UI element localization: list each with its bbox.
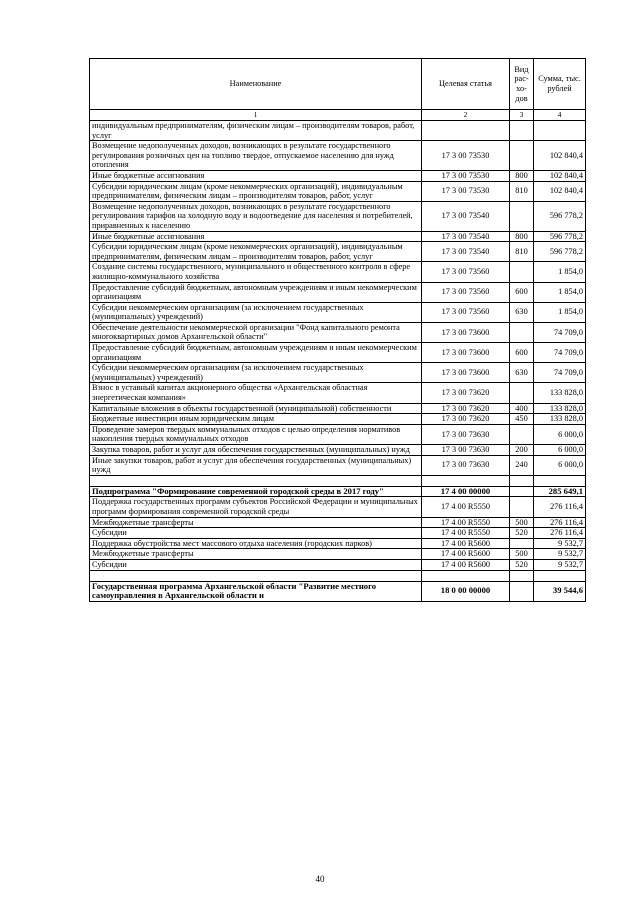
row-sum: 596 778,2 [534, 231, 586, 242]
row-kind: 500 [510, 517, 534, 528]
row-sum: 276 116,4 [534, 497, 586, 517]
row-name: Иные бюджетные ассигнования [90, 231, 422, 242]
row-code: 18 0 00 00000 [422, 581, 510, 601]
row-sum: 39 544,6 [534, 581, 586, 601]
table-row [90, 201, 586, 231]
row-code: 17 3 00 73600 [422, 343, 510, 363]
row-code: 17 3 00 73630 [422, 455, 510, 475]
row-name: Государственная программа Архангельской области "Развитие местного самоуправления в Архангельской области и [90, 581, 422, 601]
row-name: Субсидии юридическим лицам (кроме некоммерческих организаций), индивидуальным предпринимателям, физическим лицам – производителям товаров, работ, услуг [90, 181, 422, 201]
column-number-row [90, 110, 586, 121]
row-name: Субсидии [90, 528, 422, 539]
row-sum: 1 854,0 [534, 302, 586, 322]
row-kind: 200 [510, 445, 534, 456]
row-kind [510, 486, 534, 497]
row-kind: 520 [510, 528, 534, 539]
row-name: Подпрограмма "Формирование современной городской среды в 2017 году" [90, 486, 422, 497]
row-sum: 596 778,2 [534, 201, 586, 231]
row-kind: 450 [510, 414, 534, 425]
table-row [90, 170, 586, 181]
row-kind [510, 581, 534, 601]
table-row [90, 121, 586, 141]
row-code: 17 3 00 73630 [422, 445, 510, 456]
row-kind [510, 497, 534, 517]
row-sum: 74 709,0 [534, 363, 586, 383]
row-sum: 133 828,0 [534, 403, 586, 414]
row-code: 17 4 00 R5550 [422, 528, 510, 539]
table-row [90, 343, 586, 363]
row-kind [510, 322, 534, 342]
row-code: 17 4 00 R5600 [422, 559, 510, 570]
row-sum: 596 778,2 [534, 242, 586, 262]
row-kind [510, 538, 534, 549]
row-kind: 630 [510, 302, 534, 322]
table-row [90, 424, 586, 444]
row-sum: 276 116,4 [534, 517, 586, 528]
row-name: Иные бюджетные ассигнования [90, 170, 422, 181]
table-row [90, 549, 586, 560]
row-name: Предоставление субсидий бюджетным, автономным учреждениям и иным некоммерческим организациям [90, 343, 422, 363]
row-name: Возмещение недополученных доходов, возникающих в результате государственного регулирования тарифов на холодную воду и водоотведение для населения и потребителей, приравненных к населению [90, 201, 422, 231]
row-name: Проведение замеров твердых коммунальных отходов с целью определения нормативов накопления твердых коммунальных отходов [90, 424, 422, 444]
row-kind: 810 [510, 242, 534, 262]
row-kind [510, 424, 534, 444]
table-row [90, 231, 586, 242]
row-sum: 285 649,1 [534, 486, 586, 497]
table-row [90, 262, 586, 282]
table-row-blank [90, 475, 586, 486]
table-row [90, 282, 586, 302]
row-name: Межбюджетные трансферты [90, 517, 422, 528]
table-row [90, 242, 586, 262]
table-row [90, 538, 586, 549]
row-name: индивидуальным предпринимателям, физическим лицам – производителям товаров, работ, услуг [90, 121, 422, 141]
column-number: 4 [534, 110, 586, 121]
row-name: Поддержка государственных программ субъектов Российской Федерации и муниципальных программ формирования современной городской среды [90, 497, 422, 517]
table-row [90, 181, 586, 201]
row-code: 17 3 00 73620 [422, 414, 510, 425]
row-sum [534, 475, 586, 486]
row-name: Субсидии [90, 559, 422, 570]
row-sum: 6 000,0 [534, 455, 586, 475]
row-kind [510, 201, 534, 231]
row-sum: 102 840,4 [534, 181, 586, 201]
row-name: Иные закупки товаров, работ и услуг для обеспечения государственных (муниципальных) нужд [90, 455, 422, 475]
budget-table-page [89, 58, 585, 602]
row-name: Субсидии некоммерческим организациям (за исключением государственных (муниципальных) учреждений) [90, 363, 422, 383]
table-row [90, 497, 586, 517]
row-sum: 6 000,0 [534, 445, 586, 456]
row-name: Субсидии некоммерческим организациям (за исключением государственных (муниципальных) учреждений) [90, 302, 422, 322]
row-kind [510, 121, 534, 141]
row-code: 17 3 00 73630 [422, 424, 510, 444]
row-name: Бюджетные инвестиции иным юридическим лицам [90, 414, 422, 425]
row-name: Капитальные вложения в объекты государственной (муниципальной) собственности [90, 403, 422, 414]
program-row [90, 581, 586, 601]
row-name: Закупка товаров, работ и услуг для обеспечения государственных (муниципальных) нужд [90, 445, 422, 456]
subprogram-row [90, 486, 586, 497]
row-code: 17 4 00 R5600 [422, 538, 510, 549]
row-name: Межбюджетные трансферты [90, 549, 422, 560]
row-code: 17 3 00 73530 [422, 170, 510, 181]
row-sum: 9 532,7 [534, 538, 586, 549]
row-kind: 400 [510, 403, 534, 414]
row-code: 17 4 00 R5550 [422, 497, 510, 517]
row-name: Обеспечение деятельности некоммерческой организации "Фонд капитального ремонта многоквартирных домов Архангельской области" [90, 322, 422, 342]
row-kind: 630 [510, 363, 534, 383]
column-number: 2 [422, 110, 510, 121]
column-number: 1 [90, 110, 422, 121]
row-sum: 74 709,0 [534, 322, 586, 342]
row-code: 17 3 00 73540 [422, 242, 510, 262]
row-sum: 1 854,0 [534, 282, 586, 302]
budget-table [89, 58, 586, 602]
table-row [90, 363, 586, 383]
row-code: 17 4 00 R5600 [422, 549, 510, 560]
row-sum: 6 000,0 [534, 424, 586, 444]
header-row [90, 59, 586, 110]
table-row [90, 455, 586, 475]
table-row [90, 414, 586, 425]
row-code: 17 4 00 00000 [422, 486, 510, 497]
table-row [90, 403, 586, 414]
header-sum: Сумма, тыс. рублей [534, 59, 586, 110]
row-sum: 133 828,0 [534, 383, 586, 403]
row-sum: 102 840,4 [534, 141, 586, 171]
row-code: 17 3 00 73540 [422, 201, 510, 231]
row-kind [510, 262, 534, 282]
row-sum: 74 709,0 [534, 343, 586, 363]
table-row [90, 383, 586, 403]
header-code: Целевая статья [422, 59, 510, 110]
row-code: 17 3 00 73560 [422, 282, 510, 302]
row-name [90, 570, 422, 581]
row-sum: 9 532,7 [534, 549, 586, 560]
row-kind: 500 [510, 549, 534, 560]
row-code: 17 3 00 73600 [422, 363, 510, 383]
row-kind [510, 383, 534, 403]
table-row [90, 517, 586, 528]
row-sum: 9 532,7 [534, 559, 586, 570]
header-kind: Вид рас-хо-дов [510, 59, 534, 110]
row-kind: 520 [510, 559, 534, 570]
row-name: Поддержка обустройства мест массового отдыха населения (городских парков) [90, 538, 422, 549]
row-kind: 600 [510, 343, 534, 363]
header-name: Наименование [90, 59, 422, 110]
table-body [90, 121, 586, 602]
row-name: Создание системы государственного, муниципального и общественного контроля в сфере жилищно-коммунального хозяйства [90, 262, 422, 282]
table-row [90, 559, 586, 570]
page-number: 40 [315, 874, 325, 884]
row-kind: 800 [510, 231, 534, 242]
column-number: 3 [510, 110, 534, 121]
row-code: 17 3 00 73530 [422, 141, 510, 171]
table-row-blank [90, 570, 586, 581]
row-sum [534, 121, 586, 141]
row-code [422, 475, 510, 486]
row-code: 17 4 00 R5550 [422, 517, 510, 528]
row-sum: 1 854,0 [534, 262, 586, 282]
row-code: 17 3 00 73540 [422, 231, 510, 242]
row-kind: 600 [510, 282, 534, 302]
row-kind: 800 [510, 170, 534, 181]
row-sum: 276 116,4 [534, 528, 586, 539]
row-name: Предоставление субсидий бюджетным, автономным учреждениям и иным некоммерческим организациям [90, 282, 422, 302]
row-name: Возмещение недополученных доходов, возникающих в результате государственного регулирования розничных цен на топливо твердое, отпускаемое населению для нужд отопления [90, 141, 422, 171]
row-code: 17 3 00 73560 [422, 262, 510, 282]
row-kind: 240 [510, 455, 534, 475]
row-code: 17 3 00 73530 [422, 181, 510, 201]
row-kind [510, 141, 534, 171]
table-row [90, 302, 586, 322]
row-code: 17 3 00 73620 [422, 383, 510, 403]
row-sum [534, 570, 586, 581]
table-row [90, 528, 586, 539]
row-code [422, 121, 510, 141]
row-name: Субсидии юридическим лицам (кроме некоммерческих организаций), индивидуальным предпринимателям, физическим лицам – производителям товаров, работ, услуг [90, 242, 422, 262]
row-kind: 810 [510, 181, 534, 201]
row-name: Взнос в уставный капитал акционерного общества «Архангельская областная энергетическая компания» [90, 383, 422, 403]
table-row [90, 322, 586, 342]
table-row [90, 445, 586, 456]
row-kind [510, 475, 534, 486]
row-name [90, 475, 422, 486]
row-sum: 102 840,4 [534, 170, 586, 181]
row-code: 17 3 00 73620 [422, 403, 510, 414]
table-row [90, 141, 586, 171]
row-sum: 133 828,0 [534, 414, 586, 425]
row-kind [510, 570, 534, 581]
row-code [422, 570, 510, 581]
row-code: 17 3 00 73600 [422, 322, 510, 342]
row-code: 17 3 00 73560 [422, 302, 510, 322]
